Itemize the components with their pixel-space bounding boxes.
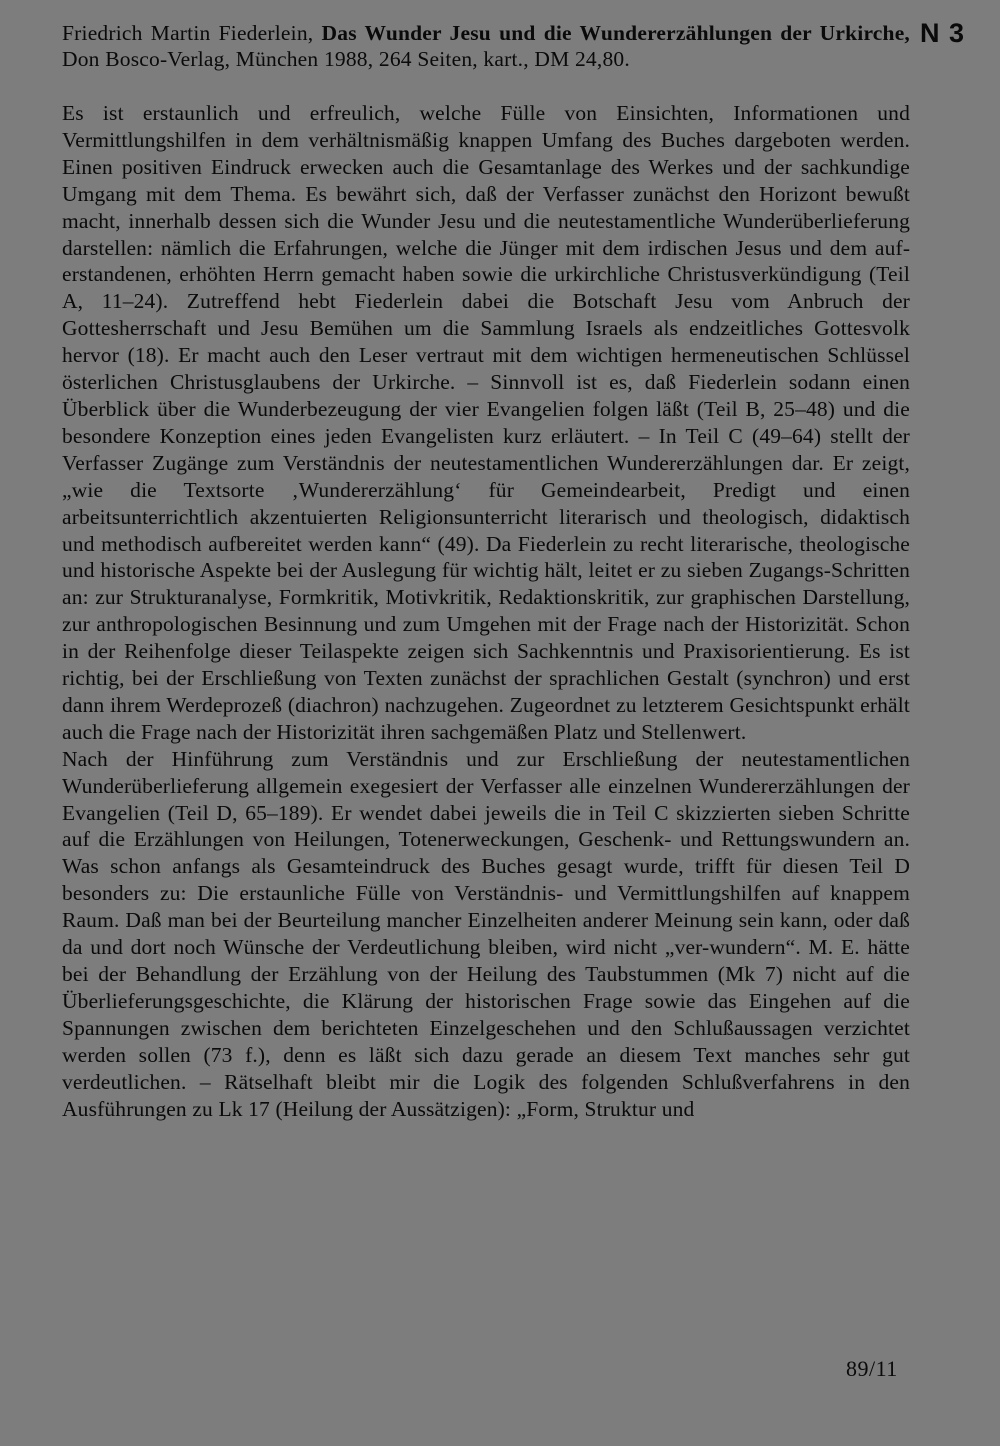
publication-details: Don Bosco-Verlag, München 1988, 264 Seiten, kart., DM 24,80. xyxy=(62,47,630,71)
review-paragraph-2: Nach der Hinführung zum Verständnis und zur Erschließung der neutestamentlichen Wunderüberlieferung allgemein exegesiert der Verfasser alle einzelnen Wundererzählungen der Evangelien (Teil D, 65–189). Er wendet dabei jeweils die in Teil C skizzierten sieben Schritte auf die Erzählungen von Heilungen, Totenerweckungen, Geschenk- und Rettungswundern an. Was schon anfangs als Gesamteindruck des Buches gesagt wurde, trifft für diesen Teil D besonders zu: Die erstaunliche Fülle von Verständnis- und Vermittlungshilfen auf knappem Raum. Daß man bei der Beurteilung mancher Einzelheiten anderer Meinung sein kann, oder daß da und dort noch Wünsche der Verdeutlichung bleiben, wird nicht „ver-wundern“. M. E. hätte bei der Behandlung der Erzählung von der Heilung des Taubstummen (Mk 7) nicht auf die Überlieferungsgeschichte, die Klärung der historischen Frage sowie das Eingehen auf die Spannungen zwischen dem berichteten Einzelgeschehen und den Schlußaussagen verzichtet werden sollen (73 f.), denn es läßt sich dazu gerade an diesem Text manches sehr gut verdeutlichen. – Rätselhaft bleibt mir die Logik des folgenden Schlußverfahrens in den Ausführungen zu Lk 17 (Heilung der Aussätzigen): „Form, Struktur und xyxy=(62,746,910,1121)
page-number: 89/11 xyxy=(846,1356,898,1381)
book-title: Das Wunder Jesu und die Wundererzählungen der Urkirche, xyxy=(321,21,911,45)
review-body xyxy=(62,100,910,1122)
review-page xyxy=(62,20,910,1122)
review-paragraph-1: Es ist erstaunlich und erfreulich, welche Fülle von Einsichten, Informationen und Vermittlungshilfen in dem verhältnismäßig knappen Umfang des Buches dargeboten werden. Einen positiven Eindruck erwecken auch die Gesamtanlage des Werkes und der sachkundige Umgang mit dem Thema. Es bewährt sich, daß der Verfasser zunächst den Horizont bewußt macht, innerhalb dessen sich die Wunder Jesu und die neutestamentliche Wunderüberlieferung darstellen: nämlich die Erfahrungen, welche die Jünger mit dem irdischen Jesus und dem auferstandenen, erhöhten Herrn gemacht haben sowie die urkirchliche Christusverkündigung (Teil A, 11–24). Zutreffend hebt Fiederlein dabei die Botschaft Jesu vom Anbruch der Gottesherrschaft und Jesu Bemühen um die Sammlung Israels als endzeitliches Gottesvolk hervor (18). Er macht auch den Leser vertraut mit dem wichtigen hermeneutischen Schlüssel österlichen Christusglaubens der Urkirche. – Sinnvoll ist es, daß Fiederlein sodann einen Überblick über die Wunderbezeugung der vier Evangelien folgen läßt (Teil B, 25–48) und die besondere Konzeption eines jeden Evangelisten kurz erläutert. – In Teil C (49–64) stellt der Verfasser Zugänge zum Verständnis der neutestamentlichen Wundererzählungen dar. Er zeigt, „wie die Textsorte ‚Wundererzählung‘ für Gemeindearbeit, Predigt und einen arbeitsunterrichtlich akzentuierten Religionsunterricht literarisch und theologisch, didaktisch und methodisch aufbereitet werden kann“ (49). Da Fiederlein zu recht literarische, theologische und historische Aspekte bei der Auslegung für wichtig hält, leitet er zu sieben Zugangs-Schritten an: zur Strukturanalyse, Formkritik, Motivkritik, Redaktionskritik, zur graphischen Darstellung, zur anthropologischen Besinnung und zum Umgehen mit der Frage nach der Historizität. Schon in der Reihenfolge dieser Teilaspekte zeigen sich Sachkenntnis und Praxisorientierung. Es ist richtig, bei der Erschließung von Texten zunächst der sprachlichen Gestalt (synchron) und erst dann ihrem Werdeprozeß (diachron) nachzugehen. Zugeordnet zu letzterem Gesichtspunkt erhält auch die Frage nach der Historizität ihren sachgemäßen Platz und Stellenwert. xyxy=(62,101,910,744)
bibliographic-header xyxy=(62,20,910,72)
author-name: Friedrich Martin Fiederlein, xyxy=(62,21,314,45)
section-marker: N 3 xyxy=(920,18,966,48)
